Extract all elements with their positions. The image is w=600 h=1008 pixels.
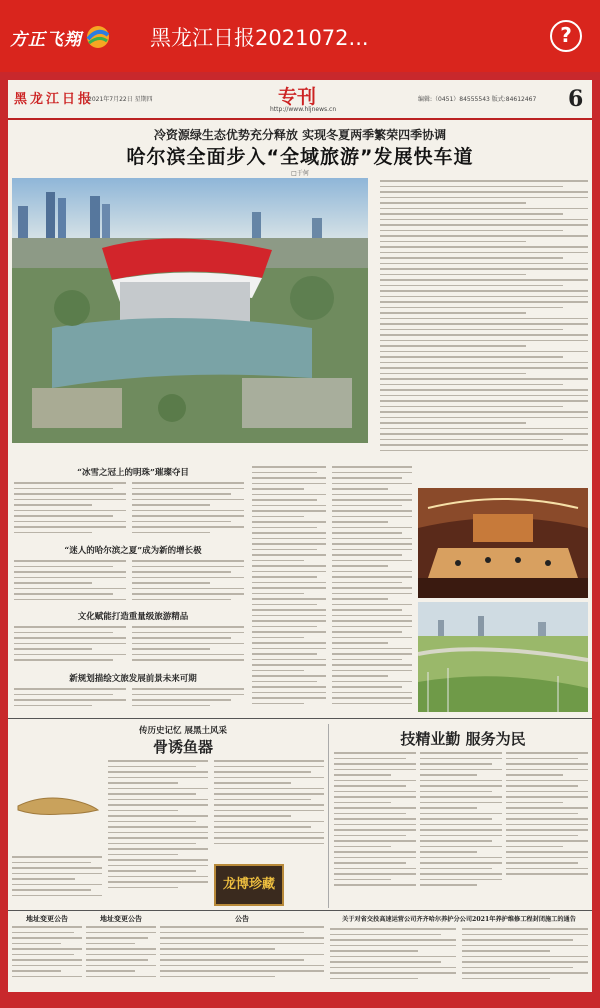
body-column-1 (14, 482, 126, 542)
aerial-city-photo[interactable] (12, 178, 368, 443)
page-number: 6 (568, 86, 584, 112)
bulletin-body-1 (330, 928, 456, 986)
feature-body-left (12, 856, 102, 906)
body-column-6 (132, 626, 244, 670)
feature-body-right (214, 760, 324, 860)
bottom-column-divider (328, 724, 329, 908)
lead-byline: □于何 (291, 170, 309, 177)
body-column-10 (332, 466, 412, 714)
notice-address-change-1-title[interactable]: 地址变更公告 (26, 914, 68, 923)
subhead-ice-snow: “冰雪之冠上的明珠”璀璨夺目 (77, 468, 189, 478)
concert-hall-photo[interactable] (418, 488, 588, 598)
notice-general-body (160, 926, 324, 986)
lead-headline[interactable]: 哈尔滨全面步入“全域旅游”发展快车道 (126, 146, 474, 168)
notices-divider (8, 910, 592, 911)
museum-stamp (214, 864, 284, 906)
app-bar (0, 0, 600, 72)
body-column-5 (14, 626, 126, 670)
notice-address-change-2-body (86, 926, 156, 986)
help-button[interactable]: ? (550, 20, 582, 52)
feature-body-mid (108, 760, 208, 906)
service-body-3 (506, 752, 588, 906)
paper-url: http://www.hljnews.cn (270, 106, 337, 113)
logo-swirl-icon (84, 23, 112, 51)
body-column-8 (132, 688, 244, 714)
feature-kicker: 传历史记忆 展黑土风采 (139, 726, 227, 736)
window-title: 黑龙江日报2021072... (150, 26, 369, 50)
paper-name: 黑龙江日报 (14, 92, 95, 107)
newspaper-page[interactable] (8, 80, 592, 992)
lead-kicker: 冷资源绿生态优势充分释放 实现冬夏两季繁荣四季协调 (153, 128, 447, 142)
app-logo (10, 22, 112, 52)
bone-artifact-photo[interactable] (12, 760, 102, 850)
service-body-1 (334, 752, 416, 906)
body-column-2 (132, 482, 244, 542)
subhead-planning: 新规划描绘文旅发展前景未来可期 (69, 674, 197, 684)
wetland-park-photo[interactable] (418, 602, 588, 712)
subhead-culture: 文化赋能打造重量级旅游精品 (77, 612, 189, 622)
section-title: 专刊 (278, 86, 317, 108)
service-headline[interactable]: 技精业勤 服务为民 (400, 730, 526, 748)
editor-contacts: 编辑:（0451）84555543 版式:84612467 (418, 96, 537, 103)
body-column-3 (14, 560, 126, 610)
issue-date: 2021年7月22日 星期四 (88, 96, 153, 103)
body-column-7 (14, 688, 126, 714)
service-body-2 (420, 752, 502, 906)
bulletin-body-2 (462, 928, 588, 986)
section-divider (8, 718, 592, 719)
lead-body-text (380, 180, 588, 480)
feature-headline[interactable]: 骨诱鱼器 (152, 738, 213, 756)
notice-address-change-1-body (12, 926, 82, 986)
logo-text: 方正飞翔 (10, 29, 82, 50)
notice-address-change-2-title[interactable]: 地址变更公告 (100, 914, 142, 923)
notice-general-title[interactable]: 公告 (235, 914, 249, 923)
masthead (8, 80, 592, 120)
museum-stamp-text: 龙博珍藏 (222, 877, 275, 892)
body-column-4 (132, 560, 244, 610)
subhead-summer: “迷人的哈尔滨之夏”成为新的增长极 (64, 546, 202, 556)
bulletin-title[interactable]: 关于对省交投高速运营公司齐齐哈尔养护分公司2021年养护维修工程封闭施工的通告 (342, 916, 576, 923)
body-column-9 (252, 466, 326, 714)
